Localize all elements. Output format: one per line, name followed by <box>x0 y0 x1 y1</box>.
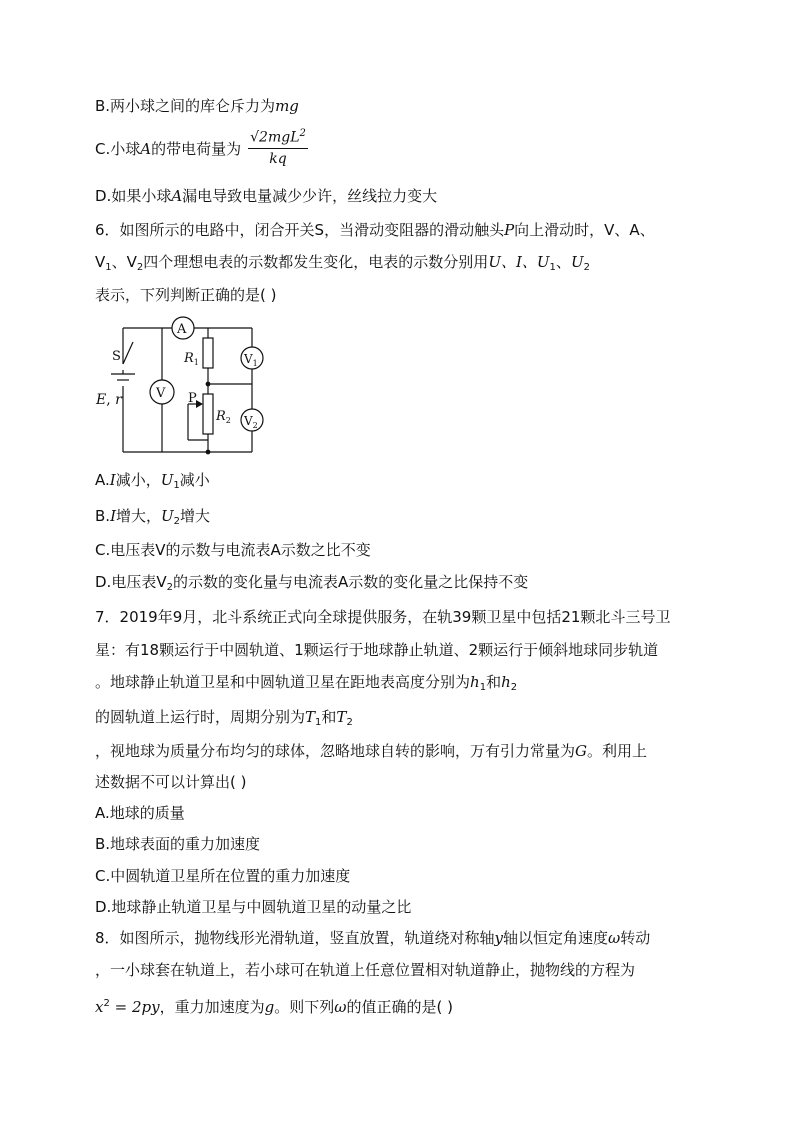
q8-stem-line2: ，一小球套在轨道上，若小球可在轨道上任意位置相对轨道静止，抛物线的方程为 <box>95 961 636 979</box>
circuit-diagram <box>90 312 280 462</box>
q7-option-c: C.中圆轨道卫星所在位置的重力加速度 <box>95 867 351 885</box>
q7-stem-line4: 的圆轨道上运行时，周期分别为$T_1$和$T_2$ <box>95 708 353 728</box>
slider-arrow <box>196 400 203 408</box>
resistor-r1 <box>203 338 213 368</box>
source-label: E, r <box>96 392 122 408</box>
q5-option-d: D.如果小球A漏电导致电量减少少许，丝线拉力变大 <box>95 187 438 205</box>
q7-option-a: A.地球的质量 <box>95 804 185 822</box>
q7-stem-line1: 7．2019年9月，北斗系统正式向全球提供服务，在轨39颗卫星中包括21颗北斗三号卫 <box>95 608 671 626</box>
q7-option-b: B.地球表面的重力加速度 <box>95 835 261 853</box>
q7-stem-line5: ，视地球为质量分布均匀的球体，忽略地球自转的影响，万有引力常量为G。利用上 <box>95 742 648 760</box>
resistor-r2 <box>203 394 213 434</box>
ammeter-label: A <box>177 322 187 337</box>
v2-label: $V_2$ <box>244 414 258 430</box>
q6-option-d: D.电压表$V_2$的示数的变化量与电流表A示数的变化量之比保持不变 <box>95 573 529 593</box>
q6-option-c: C.电压表V的示数与电流表A示数之比不变 <box>95 541 371 559</box>
r1-label: $R_1$ <box>184 351 199 367</box>
junction-dot <box>206 382 211 387</box>
q7-stem-line2: 星：有18颗运行于中圆轨道、1颗运行于地球静止轨道、2颗运行于倾斜地球同步轨道 <box>95 641 659 659</box>
q6-option-b: B.I增大，$U_2$增大 <box>95 507 211 527</box>
q7-stem-line3: 。地球静止轨道卫星和中圆轨道卫星在距地表高度分别为$h_1$和$h_2$ <box>95 673 518 693</box>
q5-option-c-fraction: √2mgL$^2$ kq <box>248 128 308 167</box>
q7-option-d: D.地球静止轨道卫星与中圆轨道卫星的动量之比 <box>95 898 412 916</box>
q6-stem-line1: 6．如图所示的电路中，闭合开关S，当滑动变阻器的滑动触头P向上滑动时，V、A、 <box>95 221 655 239</box>
slider-label: P <box>188 391 197 406</box>
q8-stem-line1: 8．如图所示，抛物线形光滑轨道，竖直放置，轨道绕对称轴y轴以恒定角速度ω转动 <box>95 929 651 947</box>
r2-label: $R_2$ <box>216 409 231 425</box>
switch-blade <box>123 342 133 364</box>
junction-dot-bottom <box>206 450 211 455</box>
q5-option-c: C.小球A的带电荷量为 <box>95 140 242 158</box>
q8-stem-line3: $x^2 = 2py$，重力加速度为g。则下列ω的值正确的是( ) <box>95 998 453 1016</box>
q6-option-a: A.I减小，$U_1$减小 <box>95 471 210 491</box>
q6-stem-line2: $V_1$、$V_2$四个理想电表的示数都发生变化，电表的示数分别用U、I、$U_1$、$U_2$ <box>95 253 590 273</box>
q7-stem-line6: 述数据不可以计算出( ) <box>95 773 247 791</box>
voltmeter-label: V <box>156 386 166 401</box>
v1-label: $V_1$ <box>244 352 258 368</box>
q5-option-b: B.两小球之间的库仑斥力为mg <box>95 97 299 115</box>
switch-label: S <box>112 349 121 364</box>
q6-stem-line3: 表示，下列判断正确的是( ) <box>95 286 277 304</box>
